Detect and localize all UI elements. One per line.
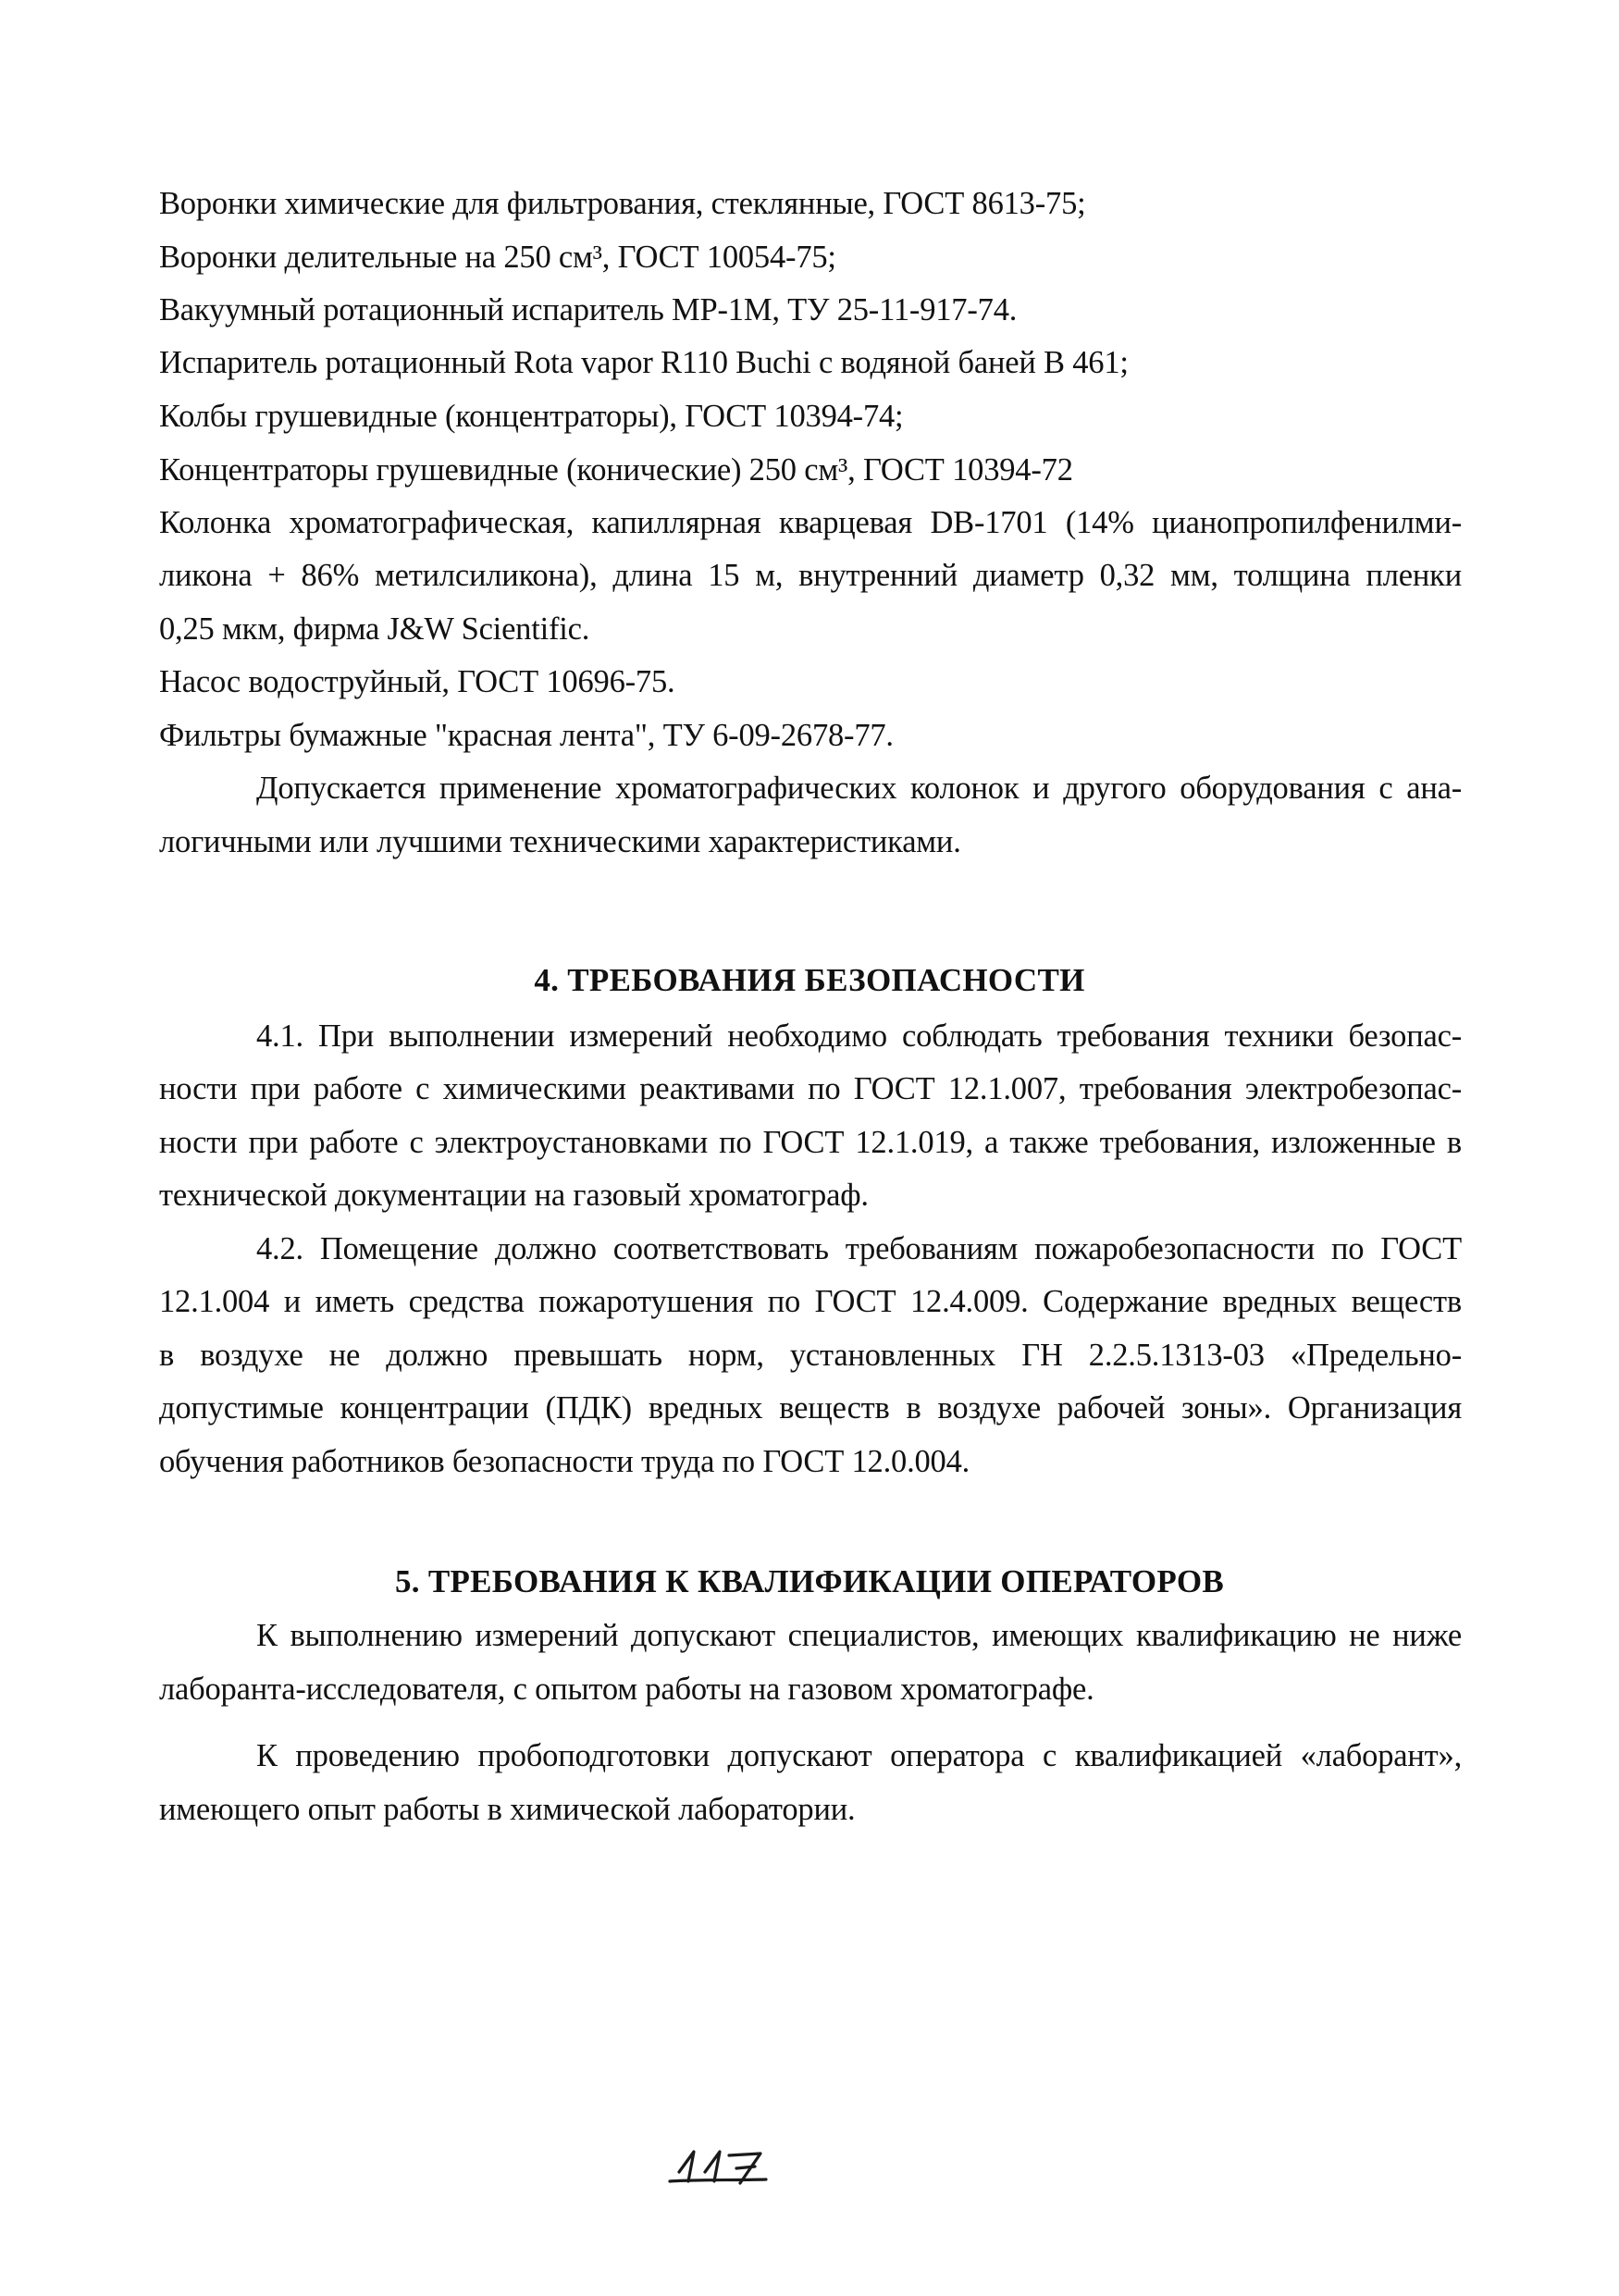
section-5-paragraph-line: лаборанта-исследователя, с опытом работы на газовом хроматографе. xyxy=(159,1672,1094,1707)
section-5-heading: 5. ТРЕБОВАНИЯ К КВАЛИФИКАЦИИ ОПЕРАТОРОВ xyxy=(394,1563,1225,1599)
section-4-paragraph-line: ности при работе с электроустановками по ГОСТ 12.1.019, а также требования, изложенные в xyxy=(159,1125,1462,1160)
handwritten-page-number-icon xyxy=(657,2144,786,2191)
equipment-line: Колонка хроматографическая, капиллярная кварцевая DB-1701 (14% цианопропилфенилми- xyxy=(159,505,1462,540)
section-4-heading: 4. ТРЕБОВАНИЯ БЕЗОПАСНОСТИ xyxy=(534,962,1085,998)
equipment-line: Воронки химические для фильтрования, стеклянные, ГОСТ 8613-75; xyxy=(159,186,1086,221)
equipment-line: Воронки делительные на 250 см³, ГОСТ 10054-75; xyxy=(159,240,836,275)
equipment-note-line: Допускается применение хроматографических колонок и другого оборудования с ана- xyxy=(256,771,1462,806)
section-5-paragraph-line: имеющего опыт работы в химической лаборатории. xyxy=(159,1792,856,1827)
section-4-paragraph-line: обучения работников безопасности труда по ГОСТ 12.0.004. xyxy=(159,1444,970,1479)
section-4-paragraph-line: технической документации на газовый хроматограф. xyxy=(159,1178,869,1213)
section-4-paragraph-line: в воздухе не должно превышать норм, установленных ГН 2.2.5.1313-03 «Предельно- xyxy=(159,1338,1462,1373)
section-5-paragraph-line: К выполнению измерений допускают специалистов, имеющих квалификацию не ниже xyxy=(256,1618,1462,1653)
section-5-paragraph-line: К проведению пробоподготовки допускают оператора с квалификацией «лаборант», xyxy=(256,1738,1462,1773)
section-4-paragraph-line: 4.1. При выполнении измерений необходимо соблюдать требования техники безопас- xyxy=(256,1018,1462,1054)
section-4-paragraph-line: 4.2. Помещение должно соответствовать требованиям пожаробезопасности по ГОСТ xyxy=(256,1231,1462,1266)
section-4-paragraph-line: ности при работе с химическими реактивами по ГОСТ 12.1.007, требования электробезопас- xyxy=(159,1071,1462,1106)
equipment-line: 0,25 мкм, фирма J&W Scientific. xyxy=(159,611,590,647)
section-4-paragraph-line: 12.1.004 и иметь средства пожаротушения по ГОСТ 12.4.009. Содержание вредных веществ xyxy=(159,1284,1462,1319)
equipment-line: Испаритель ротационный Rota vapor R110 Buchi с водяной баней В 461; xyxy=(159,345,1129,380)
section-4-paragraph-line: допустимые концентрации (ПДК) вредных веществ в воздухе рабочей зоны». Организация xyxy=(159,1390,1462,1426)
equipment-line: Насос водоструйный, ГОСТ 10696-75. xyxy=(159,664,675,699)
equipment-line: ликона + 86% метилсиликона), длина 15 м, внутренний диаметр 0,32 мм, толщина пленки xyxy=(159,558,1462,593)
equipment-note-line: логичными или лучшими техническими характеристиками. xyxy=(159,824,961,859)
equipment-line: Концентраторы грушевидные (конические) 250 см³, ГОСТ 10394-72 xyxy=(159,452,1073,488)
equipment-line: Вакуумный ротационный испаритель МР-1М, ТУ 25-11-917-74. xyxy=(159,292,1018,327)
equipment-line: Колбы грушевидные (концентраторы), ГОСТ 10394-74; xyxy=(159,399,904,434)
page-number xyxy=(657,2144,786,2191)
equipment-line: Фильтры бумажные "красная лента", ТУ 6-09-2678-77. xyxy=(159,718,894,753)
